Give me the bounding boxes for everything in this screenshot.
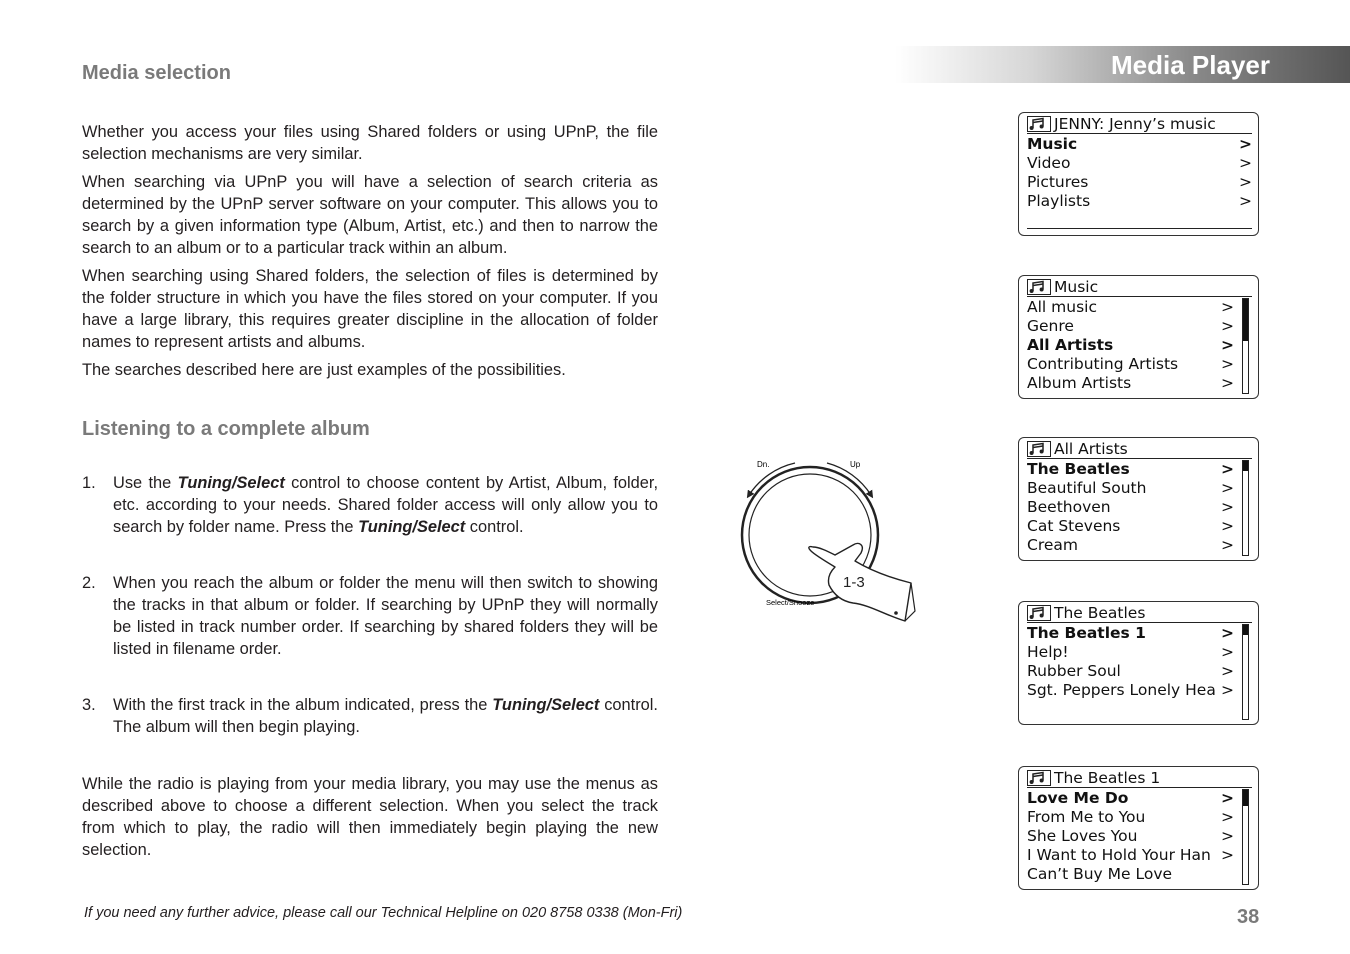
lcd-divider [1027,228,1252,229]
menu-item-she-loves-you[interactable]: She Loves You > [1027,827,1234,845]
menu-item-rubber-soul[interactable]: Rubber Soul > [1027,662,1234,680]
step-text: With the first track in the album indicated, press the Tuning/Select control. The album will then begin playing. [113,696,658,736]
step-2 [82,572,658,660]
lcd-title: The Beatles [1027,604,1252,623]
menu-item-all-artists[interactable]: All Artists > [1027,336,1234,354]
lcd-screen-the-beatles-1 [1018,766,1259,890]
menu-item-cant-buy-me-love[interactable]: Can’t Buy Me Love [1027,865,1173,883]
up-label: Up [850,460,861,469]
menu-item-the-beatles-1[interactable]: The Beatles 1 > [1027,624,1234,642]
chevron-right-icon: > [1221,846,1234,864]
menu-item-music[interactable]: Music > [1027,135,1252,153]
lcd-screen-jenny [1018,112,1259,236]
menu-item-all-music[interactable]: All music > [1027,298,1234,316]
chevron-right-icon: > [1221,681,1234,699]
lcd-screen-music [1018,275,1259,399]
menu-item-sgt-peppers[interactable]: Sgt. Peppers Lonely Hea > [1027,681,1234,699]
scrollbar[interactable] [1242,298,1249,394]
menu-item-contributing-artists[interactable]: Contributing Artists > [1027,355,1234,373]
control-name: Tuning/Select [492,696,600,714]
menu-item-cream[interactable]: Cream > [1027,536,1234,554]
chevron-right-icon: > [1239,135,1252,153]
menu-item-pictures[interactable]: Pictures > [1027,173,1252,191]
scrollbar[interactable] [1242,624,1249,720]
chevron-right-icon: > [1221,624,1234,642]
paragraph: Whether you access your files using Shared folders or using UPnP, the file selection mechanisms are very similar. [82,123,658,163]
menu-item-love-me-do[interactable]: Love Me Do > [1027,789,1234,807]
paragraph-closing: While the radio is playing from your media library, you may use the menus as described above to choose a different selection. When you select the track from which to play, the radio will then immediately begin playing the new selection. [82,775,658,859]
chevron-right-icon: > [1221,827,1234,845]
lcd-menu [1027,460,1252,555]
lcd-menu [1027,298,1252,393]
lcd-title: The Beatles 1 [1027,769,1252,788]
paragraph: When searching using Shared folders, the selection of files is determined by the folder structure in which you have the files stored on your computer. If you have a large library, this requires greater discipline in the allocation of folder names to represent artists and albums. [82,267,658,351]
chevron-right-icon: > [1221,536,1234,554]
chevron-right-icon: > [1239,173,1252,191]
scroll-thumb[interactable] [1243,299,1248,341]
chevron-right-icon: > [1221,460,1234,478]
chevron-right-icon: > [1221,374,1234,392]
chevron-right-icon: > [1221,517,1234,535]
music-note-icon [1027,605,1051,625]
menu-item-help[interactable]: Help! > [1027,643,1234,661]
music-note-icon [1027,770,1051,790]
heading-complete-album: Listening to a complete album [82,418,370,440]
lcd-title: JENNY: Jenny’s music [1027,115,1252,134]
music-note-icon [1027,279,1051,299]
paragraph: The searches described here are just examples of the possibilities. [82,361,566,379]
step-3 [82,694,658,738]
lcd-menu [1027,624,1252,700]
lcd-title: Music [1027,278,1252,297]
chevron-right-icon: > [1221,789,1234,807]
page-section-title: Media Player [1111,50,1270,80]
menu-item-beethoven[interactable]: Beethoven > [1027,498,1234,516]
chevron-right-icon: > [1221,643,1234,661]
header-band [895,46,1350,83]
chevron-right-icon: > [1221,662,1234,680]
chevron-right-icon: > [1221,479,1234,497]
chevron-right-icon: > [1239,192,1252,210]
step-number: 2. [82,574,96,592]
menu-item-album-artists[interactable]: Album Artists > [1027,374,1234,392]
chevron-right-icon: > [1221,498,1234,516]
menu-item-video[interactable]: Video > [1027,154,1252,172]
lcd-menu [1027,135,1252,211]
step-text: When you reach the album or folder the menu will then switch to showing the tracks in that album or folder. If searching by UPnP they will normally be listed in track number order. If searching by shared folders they will be listed in filename order. [113,574,658,658]
page-number: 38 [1237,906,1260,928]
chevron-right-icon: > [1221,355,1234,373]
menu-item-from-me-to-you[interactable]: From Me to You > [1027,808,1234,826]
control-name: Tuning/Select [358,518,466,536]
lcd-title: All Artists [1027,440,1252,459]
paragraph: When searching via UPnP you will have a selection of search criteria as determined by the UPnP server software on your computer. This allows you to search by a given information type (Album, Artist, etc.) and then to narrow the search to an album or to a particular track within an album. [82,173,658,257]
tuning-knob-illustration [735,455,920,630]
heading-media-selection: Media selection [82,62,231,84]
step-number: 3. [82,696,96,714]
music-note-icon [1027,116,1051,136]
chevron-right-icon: > [1221,336,1234,354]
cuff-button [894,611,898,615]
music-note-icon [1027,441,1051,461]
chevron-right-icon: > [1221,298,1234,316]
menu-item-the-beatles[interactable]: The Beatles > [1027,460,1234,478]
control-name: Tuning/Select [177,474,285,492]
lcd-screen-all-artists [1018,437,1259,561]
scrollbar[interactable] [1242,789,1249,885]
chevron-right-icon: > [1221,808,1234,826]
chevron-right-icon: > [1239,154,1252,172]
dn-label: Dn. [757,460,770,469]
scroll-thumb[interactable] [1243,461,1248,471]
step-number: 1. [82,474,96,492]
chevron-right-icon: > [1221,317,1234,335]
step-reference-label: 1-3 [843,574,865,591]
menu-item-genre[interactable]: Genre > [1027,317,1234,335]
scroll-thumb[interactable] [1243,790,1248,806]
menu-item-beautiful-south[interactable]: Beautiful South > [1027,479,1234,497]
menu-item-i-want-to-hold-your-hand[interactable]: I Want to Hold Your Han > [1027,846,1234,864]
helpline-note: If you need any further advice, please call our Technical Helpline on 020 8758 0338 (Mon-Fri) [84,905,683,921]
lcd-screen-the-beatles [1018,601,1259,725]
select-snooze-label: Select/Snooze [766,598,815,607]
scroll-thumb[interactable] [1243,625,1248,635]
step-text: Use the Tuning/Select control to choose content by Artist, Album, folder, etc. according to your needs. Shared folder access will only allow you to search by folder name. Press the Tuning/Select control. [113,474,658,536]
scrollbar[interactable] [1242,460,1249,556]
step-1 [82,472,658,538]
menu-item-playlists[interactable]: Playlists > [1027,192,1252,210]
menu-item-cat-stevens[interactable]: Cat Stevens > [1027,517,1234,535]
lcd-menu [1027,789,1252,884]
